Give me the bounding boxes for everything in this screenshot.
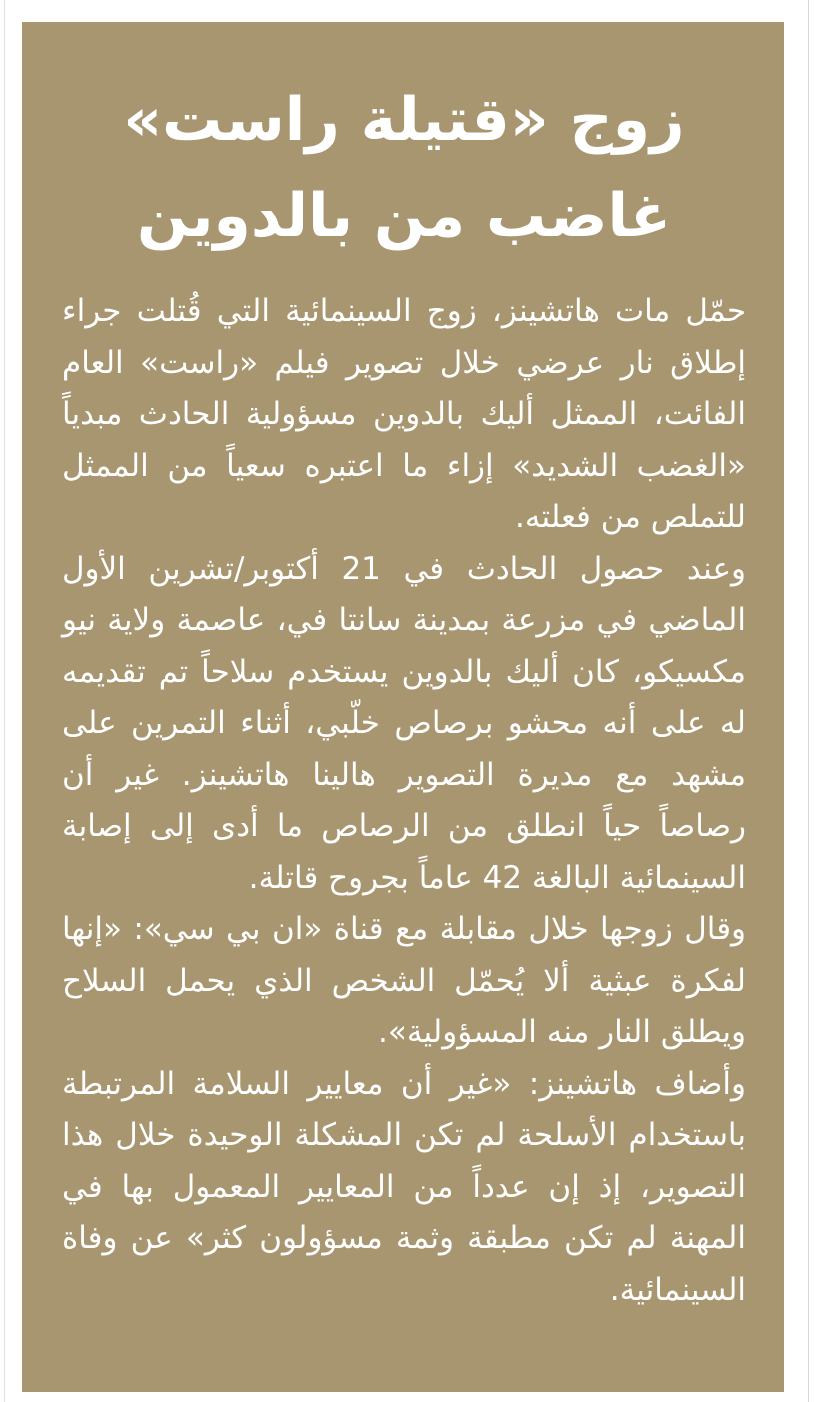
paragraph-4: وأضاف هاتشينز: «غير أن معايير السلامة المرتبطة باستخدام الأسلحة لم تكن المشكلة الوحيدة خلال هذا التصوير، إذ إن عدداً من المعايير المعمول بها في المهنة لم تكن مطبقة وثمة مسؤولون كثر» عن وفاة السينمائية. [62, 1065, 746, 1308]
headline-line-2: غاضب من بالدوين [137, 181, 671, 251]
paragraph-3: وقال زوجها خلال مقابلة مع قناة «ان بي سي»: «إنها لفكرة عبثية ألا يُحمّل الشخص الذي يحمل السلاح ويطلق النار منه المسؤولية». [62, 911, 746, 1050]
article-card [22, 22, 784, 1392]
page-right-edge-line [808, 0, 809, 1402]
paragraph-2: وعند حصول الحادث في 21 أكتوبر/تشرين الأول الماضي في مزرعة بمدينة سانتا في، عاصمة ولاية نيو مكسيكو، كان أليك بالدوين يستخدم سلاحاً تم تقديمه له على أنه محشو برصاص خلّبي، أثناء التمرين على مشهد مع مديرة التصوير هالينا هاتشينز. غير أن رصاصاً حياً انطلق من الرصاص ما أدى إلى إصابة السينمائية البالغة 42 عاماً بجروح قاتلة. [62, 550, 746, 896]
page-left-edge-line [4, 0, 5, 1402]
paragraph-1: حمّل مات هاتشينز، زوج السينمائية التي قُتلت جراء إطلاق نار عرضي خلال تصوير فيلم «راست» العام الفائت، الممثل أليك بالدوين مسؤولية الحادث مبدياً «الغضب الشديد» إزاء ما اعتبره سعياً من الممثل للتملص من فعلته. [62, 293, 746, 535]
article-body [62, 286, 746, 1316]
headline-line-1: زوج «قتيلة راست» [123, 85, 685, 155]
article-headline [62, 72, 746, 264]
